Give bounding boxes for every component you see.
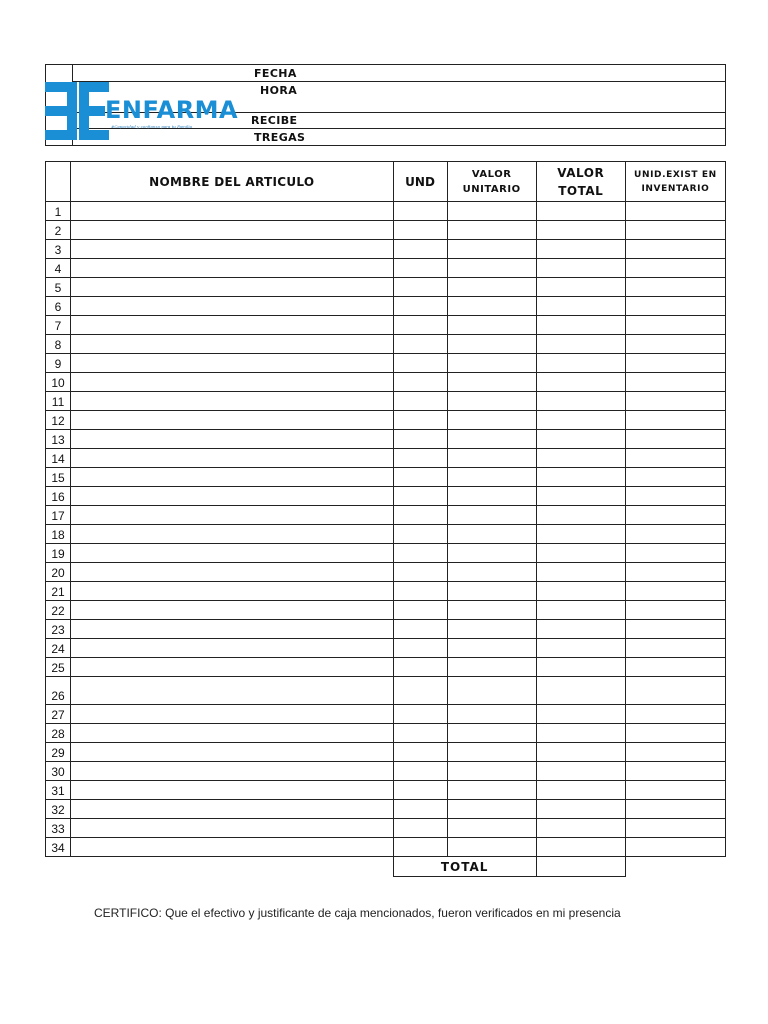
table-row	[46, 544, 726, 563]
row-number: 4	[46, 259, 71, 278]
inventario-cell[interactable]	[625, 259, 725, 278]
table-row	[46, 601, 726, 620]
valor-total-cell[interactable]	[536, 525, 625, 544]
row-number: 17	[46, 506, 71, 525]
table-row	[46, 639, 726, 658]
nombre-cell[interactable]	[71, 316, 393, 335]
und-cell[interactable]	[393, 240, 447, 259]
row-number: 10	[46, 373, 71, 392]
row-number: 5	[46, 278, 71, 297]
nombre-cell[interactable]	[71, 781, 393, 800]
row-number: 8	[46, 335, 71, 354]
inventario-cell[interactable]	[625, 240, 725, 259]
table-row	[46, 819, 726, 838]
inventario-cell[interactable]	[625, 544, 725, 563]
valor-total-cell[interactable]	[536, 639, 625, 658]
table-row	[46, 221, 726, 240]
valor-unitario-cell[interactable]	[447, 430, 536, 449]
table-row	[46, 658, 726, 677]
valor-total-cell[interactable]	[536, 601, 625, 620]
valor-total-cell[interactable]	[536, 202, 625, 221]
und-cell[interactable]	[393, 487, 447, 506]
valor-unitario-cell[interactable]	[447, 506, 536, 525]
inventario-cell[interactable]	[625, 335, 725, 354]
valor-total-cell[interactable]	[536, 620, 625, 639]
inventario-cell[interactable]	[625, 278, 725, 297]
valor-unitario-cell[interactable]	[447, 297, 536, 316]
und-cell[interactable]	[393, 819, 447, 838]
valor-total-cell[interactable]	[536, 316, 625, 335]
row-number: 9	[46, 354, 71, 373]
inventario-cell[interactable]	[625, 221, 725, 240]
header-valor-unitario	[447, 162, 536, 202]
row-number: 34	[46, 838, 71, 857]
und-cell[interactable]	[393, 724, 447, 743]
table-row	[46, 525, 726, 544]
row-number: 20	[46, 563, 71, 582]
valor-unitario-cell[interactable]	[447, 781, 536, 800]
table-row	[46, 762, 726, 781]
table-header-row	[46, 162, 726, 202]
valor-total-cell[interactable]	[536, 506, 625, 525]
und-cell[interactable]	[393, 838, 447, 857]
inventario-cell[interactable]	[625, 506, 725, 525]
valor-total-cell[interactable]	[536, 781, 625, 800]
entregas-label: TREGAS	[254, 131, 306, 144]
valor-unitario-cell[interactable]	[447, 335, 536, 354]
valor-total-cell[interactable]	[536, 544, 625, 563]
table-row	[46, 392, 726, 411]
valor-unitario-cell[interactable]	[447, 354, 536, 373]
valor-unitario-cell[interactable]	[447, 724, 536, 743]
valor-unitario-cell[interactable]	[447, 819, 536, 838]
nombre-cell[interactable]	[71, 297, 393, 316]
nombre-cell[interactable]	[71, 525, 393, 544]
valor-unitario-cell[interactable]	[447, 487, 536, 506]
und-cell[interactable]	[393, 468, 447, 487]
nombre-cell[interactable]	[71, 449, 393, 468]
valor-unitario-cell[interactable]	[447, 316, 536, 335]
nombre-cell[interactable]	[71, 278, 393, 297]
nombre-cell[interactable]	[71, 658, 393, 677]
valor-total-cell[interactable]	[536, 278, 625, 297]
row-number: 13	[46, 430, 71, 449]
valor-total-cell[interactable]	[536, 762, 625, 781]
und-cell[interactable]	[393, 221, 447, 240]
inventario-cell[interactable]	[625, 392, 725, 411]
inventario-cell[interactable]	[625, 297, 725, 316]
nombre-cell[interactable]	[71, 639, 393, 658]
valor-unitario-cell[interactable]	[447, 838, 536, 857]
inventario-cell[interactable]	[625, 819, 725, 838]
logo-icon	[45, 80, 109, 142]
nombre-cell[interactable]	[71, 705, 393, 724]
und-cell[interactable]	[393, 430, 447, 449]
inventario-cell[interactable]	[625, 449, 725, 468]
nombre-cell[interactable]	[71, 563, 393, 582]
header-valor-total-line1: VALOR	[557, 165, 605, 180]
inventario-cell[interactable]	[625, 202, 725, 221]
logo-wordmark: ENFARMA	[105, 96, 239, 124]
valor-unitario-cell[interactable]	[447, 582, 536, 601]
row-number: 11	[46, 392, 71, 411]
valor-total-cell[interactable]	[536, 392, 625, 411]
table-row	[46, 677, 726, 705]
nombre-cell[interactable]	[71, 240, 393, 259]
inventario-cell[interactable]	[625, 316, 725, 335]
inventario-cell[interactable]	[625, 620, 725, 639]
inventario-cell[interactable]	[625, 487, 725, 506]
row-number: 16	[46, 487, 71, 506]
und-cell[interactable]	[393, 620, 447, 639]
nombre-cell[interactable]	[71, 259, 393, 278]
nombre-cell[interactable]	[71, 202, 393, 221]
row-number: 1	[46, 202, 71, 221]
inventario-cell[interactable]	[625, 838, 725, 857]
table-row	[46, 743, 726, 762]
row-number: 15	[46, 468, 71, 487]
table-row	[46, 468, 726, 487]
nombre-cell[interactable]	[71, 743, 393, 762]
und-cell[interactable]	[393, 525, 447, 544]
row-number: 32	[46, 800, 71, 819]
table-row	[46, 487, 726, 506]
hora-label: HORA	[260, 84, 298, 97]
table-row	[46, 506, 726, 525]
row-number: 30	[46, 762, 71, 781]
nombre-cell[interactable]	[71, 373, 393, 392]
und-cell[interactable]	[393, 411, 447, 430]
row-number: 22	[46, 601, 71, 620]
table-row	[46, 582, 726, 601]
inventario-cell[interactable]	[625, 762, 725, 781]
valor-total-cell[interactable]	[536, 800, 625, 819]
inventario-cell[interactable]	[625, 800, 725, 819]
row-number: 25	[46, 658, 71, 677]
total-value-cell[interactable]	[536, 857, 625, 877]
header-valor-total	[536, 162, 625, 202]
enfarma-logo	[45, 80, 255, 142]
valor-total-cell[interactable]	[536, 335, 625, 354]
nombre-cell[interactable]	[71, 411, 393, 430]
header-und: UND	[393, 162, 447, 202]
nombre-cell[interactable]	[71, 468, 393, 487]
und-cell[interactable]	[393, 316, 447, 335]
inventario-cell[interactable]	[625, 724, 725, 743]
table-row	[46, 781, 726, 800]
valor-unitario-cell[interactable]	[447, 221, 536, 240]
row-number: 23	[46, 620, 71, 639]
und-cell[interactable]	[393, 335, 447, 354]
valor-unitario-cell[interactable]	[447, 259, 536, 278]
table-row	[46, 354, 726, 373]
valor-total-cell[interactable]	[536, 297, 625, 316]
nombre-cell[interactable]	[71, 335, 393, 354]
nombre-cell[interactable]	[71, 582, 393, 601]
valor-unitario-cell[interactable]	[447, 743, 536, 762]
table-row	[46, 430, 726, 449]
valor-unitario-cell[interactable]	[447, 278, 536, 297]
und-cell[interactable]	[393, 278, 447, 297]
und-cell[interactable]	[393, 705, 447, 724]
certification-text: CERTIFICO: Que el efectivo y justificante de caja mencionados, fueron verificados en mi presencia	[94, 906, 621, 920]
nombre-cell[interactable]	[71, 819, 393, 838]
row-number: 33	[46, 819, 71, 838]
valor-unitario-cell[interactable]	[447, 563, 536, 582]
header-number-cell	[46, 162, 71, 202]
valor-total-cell[interactable]	[536, 819, 625, 838]
table-row	[46, 373, 726, 392]
table-row	[46, 563, 726, 582]
nombre-cell[interactable]	[71, 601, 393, 620]
row-number: 27	[46, 705, 71, 724]
und-cell[interactable]	[393, 582, 447, 601]
valor-total-cell[interactable]	[536, 658, 625, 677]
nombre-cell[interactable]	[71, 354, 393, 373]
inventario-cell[interactable]	[625, 601, 725, 620]
valor-unitario-cell[interactable]	[447, 392, 536, 411]
table-row	[46, 838, 726, 857]
table-row	[46, 705, 726, 724]
table-row	[46, 449, 726, 468]
recibe-label: RECIBE	[251, 114, 298, 127]
row-number: 28	[46, 724, 71, 743]
header-valor-total-line2: TOTAL	[558, 183, 604, 198]
header-valor-unitario-line2: UNITARIO	[462, 183, 521, 195]
nombre-cell[interactable]	[71, 430, 393, 449]
valor-total-cell[interactable]	[536, 582, 625, 601]
valor-unitario-cell[interactable]	[447, 411, 536, 430]
table-row	[46, 316, 726, 335]
nombre-cell[interactable]	[71, 620, 393, 639]
nombre-cell[interactable]	[71, 487, 393, 506]
logo-tagline: #Capacidad y confianza para tu Familia	[111, 124, 193, 129]
inventario-cell[interactable]	[625, 743, 725, 762]
row-number: 21	[46, 582, 71, 601]
und-cell[interactable]	[393, 677, 447, 705]
valor-total-cell[interactable]	[536, 838, 625, 857]
und-cell[interactable]	[393, 601, 447, 620]
valor-unitario-cell[interactable]	[447, 468, 536, 487]
table-row	[46, 411, 726, 430]
nombre-cell[interactable]	[71, 392, 393, 411]
und-cell[interactable]	[393, 392, 447, 411]
inventario-cell[interactable]	[625, 411, 725, 430]
valor-total-cell[interactable]	[536, 563, 625, 582]
valor-total-cell[interactable]	[536, 724, 625, 743]
row-number: 3	[46, 240, 71, 259]
inventario-cell[interactable]	[625, 677, 725, 705]
table-row	[46, 259, 726, 278]
row-number: 7	[46, 316, 71, 335]
valor-unitario-cell[interactable]	[447, 202, 536, 221]
valor-total-cell[interactable]	[536, 411, 625, 430]
und-cell[interactable]	[393, 506, 447, 525]
row-number: 12	[46, 411, 71, 430]
nombre-cell[interactable]	[71, 800, 393, 819]
valor-unitario-cell[interactable]	[447, 449, 536, 468]
und-cell[interactable]	[393, 563, 447, 582]
table-row	[46, 278, 726, 297]
valor-unitario-cell[interactable]	[447, 639, 536, 658]
valor-total-cell[interactable]	[536, 677, 625, 705]
und-cell[interactable]	[393, 743, 447, 762]
valor-total-cell[interactable]	[536, 487, 625, 506]
nombre-cell[interactable]	[71, 677, 393, 705]
inventario-cell[interactable]	[625, 468, 725, 487]
row-number: 18	[46, 525, 71, 544]
valor-total-cell[interactable]	[536, 705, 625, 724]
header-nombre: NOMBRE DEL ARTICULO	[71, 162, 393, 202]
inventario-cell[interactable]	[625, 373, 725, 392]
valor-total-cell[interactable]	[536, 449, 625, 468]
valor-unitario-cell[interactable]	[447, 525, 536, 544]
und-cell[interactable]	[393, 544, 447, 563]
fecha-label: FECHA	[254, 67, 297, 80]
nombre-cell[interactable]	[71, 724, 393, 743]
valor-total-cell[interactable]	[536, 743, 625, 762]
und-cell[interactable]	[393, 800, 447, 819]
table-row	[46, 800, 726, 819]
row-number: 2	[46, 221, 71, 240]
table-row	[46, 620, 726, 639]
nombre-cell[interactable]	[71, 762, 393, 781]
und-cell[interactable]	[393, 259, 447, 278]
und-cell[interactable]	[393, 373, 447, 392]
nombre-cell[interactable]	[71, 838, 393, 857]
und-cell[interactable]	[393, 354, 447, 373]
valor-total-cell[interactable]	[536, 468, 625, 487]
valor-unitario-cell[interactable]	[447, 705, 536, 724]
row-number: 6	[46, 297, 71, 316]
valor-unitario-cell[interactable]	[447, 658, 536, 677]
row-number: 19	[46, 544, 71, 563]
row-number: 31	[46, 781, 71, 800]
items-table	[45, 161, 726, 877]
valor-unitario-cell[interactable]	[447, 620, 536, 639]
nombre-cell[interactable]	[71, 544, 393, 563]
header-valor-unitario-line1: VALOR	[471, 168, 512, 180]
valor-total-cell[interactable]	[536, 221, 625, 240]
table-row	[46, 202, 726, 221]
total-label: TOTAL	[393, 857, 536, 877]
inventario-cell[interactable]	[625, 430, 725, 449]
table-row	[46, 724, 726, 743]
und-cell[interactable]	[393, 449, 447, 468]
table-row	[46, 335, 726, 354]
und-cell[interactable]	[393, 639, 447, 658]
inventario-cell[interactable]	[625, 563, 725, 582]
total-row	[46, 857, 726, 877]
inventario-cell[interactable]	[625, 658, 725, 677]
valor-total-cell[interactable]	[536, 240, 625, 259]
inventario-cell[interactable]	[625, 705, 725, 724]
valor-unitario-cell[interactable]	[447, 544, 536, 563]
row-number: 24	[46, 639, 71, 658]
valor-unitario-cell[interactable]	[447, 240, 536, 259]
row-number: 29	[46, 743, 71, 762]
row-number: 26	[46, 677, 71, 705]
valor-unitario-cell[interactable]	[447, 800, 536, 819]
valor-total-cell[interactable]	[536, 373, 625, 392]
valor-total-cell[interactable]	[536, 354, 625, 373]
valor-total-cell[interactable]	[536, 430, 625, 449]
inventario-cell[interactable]	[625, 639, 725, 658]
inventario-cell[interactable]	[625, 582, 725, 601]
und-cell[interactable]	[393, 658, 447, 677]
und-cell[interactable]	[393, 297, 447, 316]
row-number: 14	[46, 449, 71, 468]
valor-unitario-cell[interactable]	[447, 762, 536, 781]
nombre-cell[interactable]	[71, 221, 393, 240]
table-row	[46, 297, 726, 316]
nombre-cell[interactable]	[71, 506, 393, 525]
valor-total-cell[interactable]	[536, 259, 625, 278]
valor-unitario-cell[interactable]	[447, 601, 536, 620]
header-inventario-line2: INVENTARIO	[641, 183, 710, 194]
valor-unitario-cell[interactable]	[447, 677, 536, 705]
valor-unitario-cell[interactable]	[447, 373, 536, 392]
inventario-cell[interactable]	[625, 525, 725, 544]
header-inventario-line1: UNID.EXIST EN	[634, 169, 717, 180]
inventario-cell[interactable]	[625, 354, 725, 373]
und-cell[interactable]	[393, 781, 447, 800]
und-cell[interactable]	[393, 762, 447, 781]
header-inventario	[625, 162, 725, 202]
table-row	[46, 240, 726, 259]
inventario-cell[interactable]	[625, 781, 725, 800]
und-cell[interactable]	[393, 202, 447, 221]
